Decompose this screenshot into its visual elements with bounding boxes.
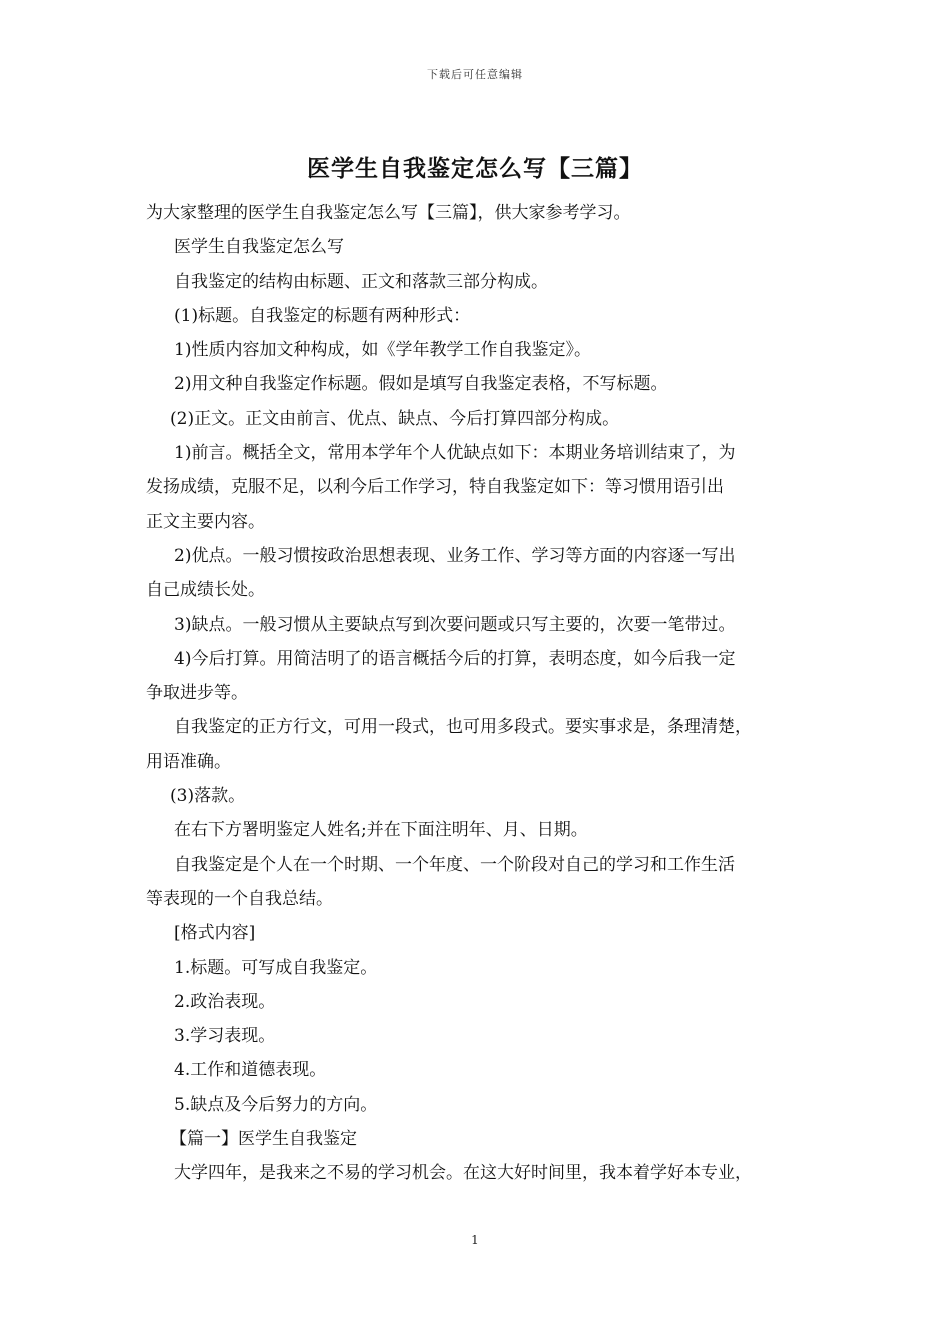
paragraph-line: (2)正文。正文由前言、优点、缺点、今后打算四部分构成。 [170,408,620,429]
paragraph-line: 4.工作和道德表现。 [174,1060,327,1081]
paragraph-line: 1)前言。概括全文，常用本学年个人优缺点如下：本期业务培训结束了，为 [174,443,736,464]
paragraph-line: 正文主要内容。 [146,511,265,532]
paragraph-line: 2.政治表现。 [174,991,276,1012]
header-note: 下载后可任意编辑 [427,68,523,81]
paragraph-line: 1)性质内容加文种构成，如《学年教学工作自我鉴定》。 [174,340,591,361]
paragraph-line: 自我鉴定的结构由标题、正文和落款三部分构成。 [174,271,548,292]
document-body [146,196,816,1191]
document-title: 医学生自我鉴定怎么写【三篇】 [307,155,643,182]
paragraph-line: 医学生自我鉴定怎么写 [174,237,344,258]
paragraph-line: 2)优点。一般习惯按政治思想表现、业务工作、学习等方面的内容逐一写出 [174,545,736,566]
page-number: 1 [471,1233,479,1247]
paragraph-line: (1)标题。自我鉴定的标题有两种形式： [174,305,471,326]
paragraph-line: 自我鉴定是个人在一个时期、一个年度、一个阶段对自己的学习和工作生活 [174,854,735,875]
paragraph-line: 用语准确。 [146,751,231,772]
paragraph-line: 等表现的一个自我总结。 [146,888,333,909]
paragraph-line: 大学四年，是我来之不易的学习机会。在这大好时间里，我本着学好本专业， [174,1163,752,1184]
paragraph-line: 4)今后打算。用简洁明了的语言概括今后的打算，表明态度，如今后我一定 [174,648,736,669]
paragraph-line: 3.学习表现。 [174,1026,276,1047]
paragraph-line: 3)缺点。一般习惯从主要缺点写到次要问题或只写主要的，次要一笔带过。 [174,614,736,635]
paragraph-line: 1.标题。可写成自我鉴定。 [174,957,378,978]
paragraph-line: 在右下方署明鉴定人姓名;并在下面注明年、月、日期。 [174,820,588,841]
paragraph-line: 自己成绩长处。 [146,580,265,601]
paragraph-line: [格式内容] [174,923,256,944]
paragraph-line: 发扬成绩，克服不足，以利今后工作学习，特自我鉴定如下：等习惯用语引出 [146,477,724,498]
paragraph-line: 5.缺点及今后努力的方向。 [174,1094,378,1115]
paragraph-line: 自我鉴定的正方行文，可用一段式，也可用多段式。要实事求是，条理清楚， [174,717,752,738]
paragraph-line: 为大家整理的医学生自我鉴定怎么写【三篇】，供大家参考学习。 [146,203,631,223]
section-heading: 【篇一】医学生自我鉴定 [170,1129,357,1150]
paragraph-line: (3)落款。 [170,786,246,807]
paragraph-line: 争取进步等。 [146,683,248,704]
paragraph-line: 2)用文种自我鉴定作标题。假如是填写自我鉴定表格，不写标题。 [174,374,668,395]
